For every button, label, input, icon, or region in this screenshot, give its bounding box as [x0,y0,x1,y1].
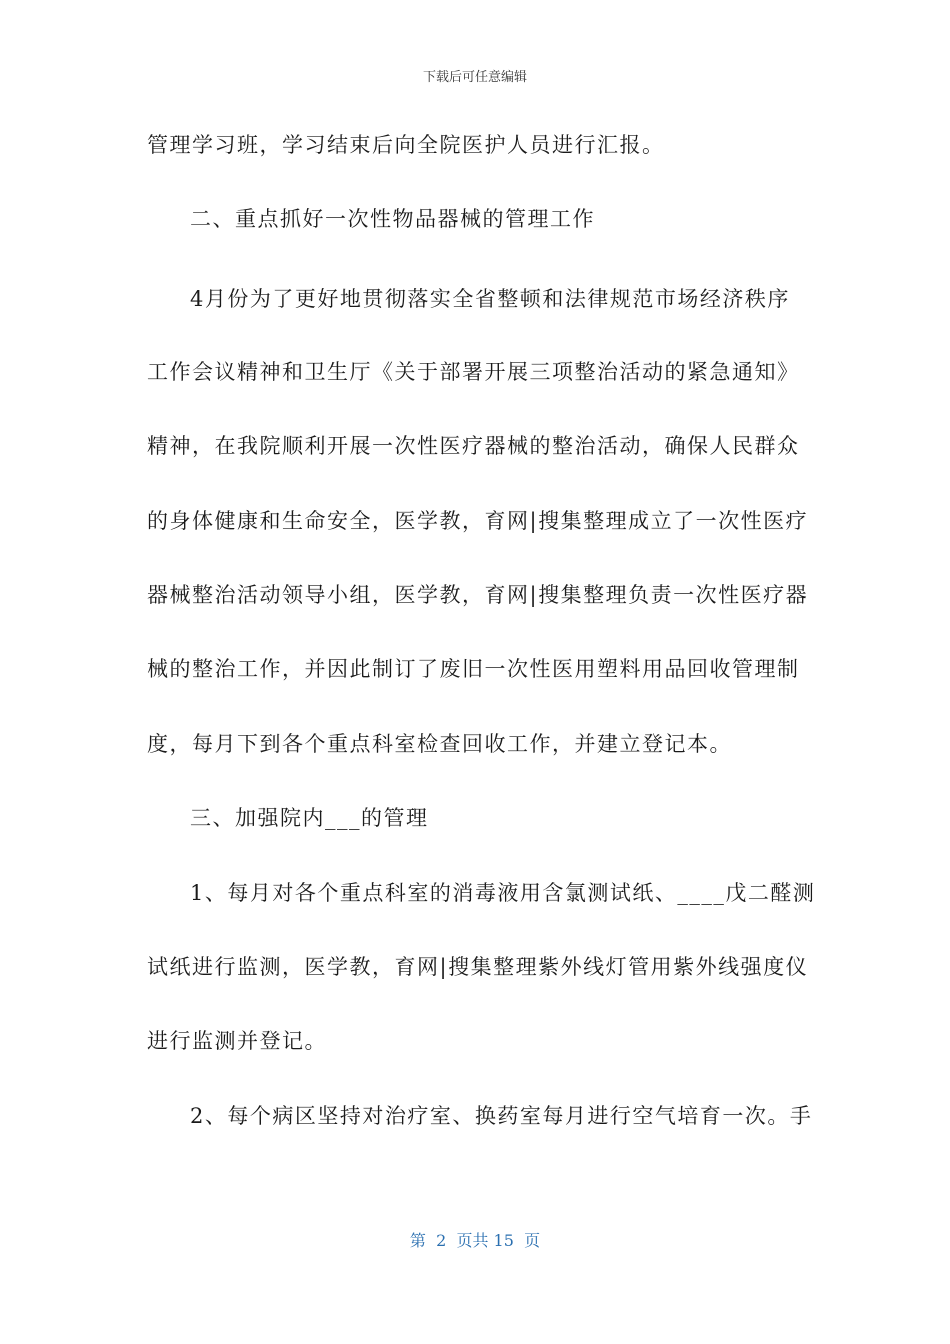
body-line: 度，每月下到各个重点科室检查回收工作，并建立登记本。 [147,732,732,756]
section-heading: 三、加强院内___的管理 [190,806,429,830]
body-line: 精神，在我院顺利开展一次性医疗器械的整治活动，确保人民群众 [147,434,800,458]
page-header: 下载后可任意编辑 [422,70,527,85]
body-line: 2、每个病区坚持对治疗室、换药室每月进行空气培育一次。手 [190,1104,813,1128]
body-line: 进行监测并登记。 [147,1029,327,1053]
body-line: 1、每月对各个重点科室的消毒液用含氯测试纸、____戊二醛测 [190,881,816,905]
body-line: 4月份为了更好地贯彻落实全省整顿和法律规范市场经济秩序 [190,287,790,311]
body-line: 管理学习班，学习结束后向全院医护人员进行汇报。 [147,133,665,157]
body-line: 的身体健康和生命安全，医学教，育网|搜集整理成立了一次性医疗 [147,509,809,533]
body-line: 试纸进行监测，医学教，育网|搜集整理紫外线灯管用紫外线强度仪 [147,955,809,979]
body-line: 械的整治工作，并因此制订了废旧一次性医用塑料用品回收管理制 [147,657,800,681]
body-line: 器械整治活动领导小组，医学教，育网|搜集整理负责一次性医疗器 [147,583,809,607]
body-line: 工作会议精神和卫生厅《关于部署开展三项整治活动的紧急通知》 [147,360,800,384]
section-heading: 二、重点抓好一次性物品器械的管理工作 [190,207,595,231]
page-footer: 第 2 页共 15 页 [409,1231,541,1250]
